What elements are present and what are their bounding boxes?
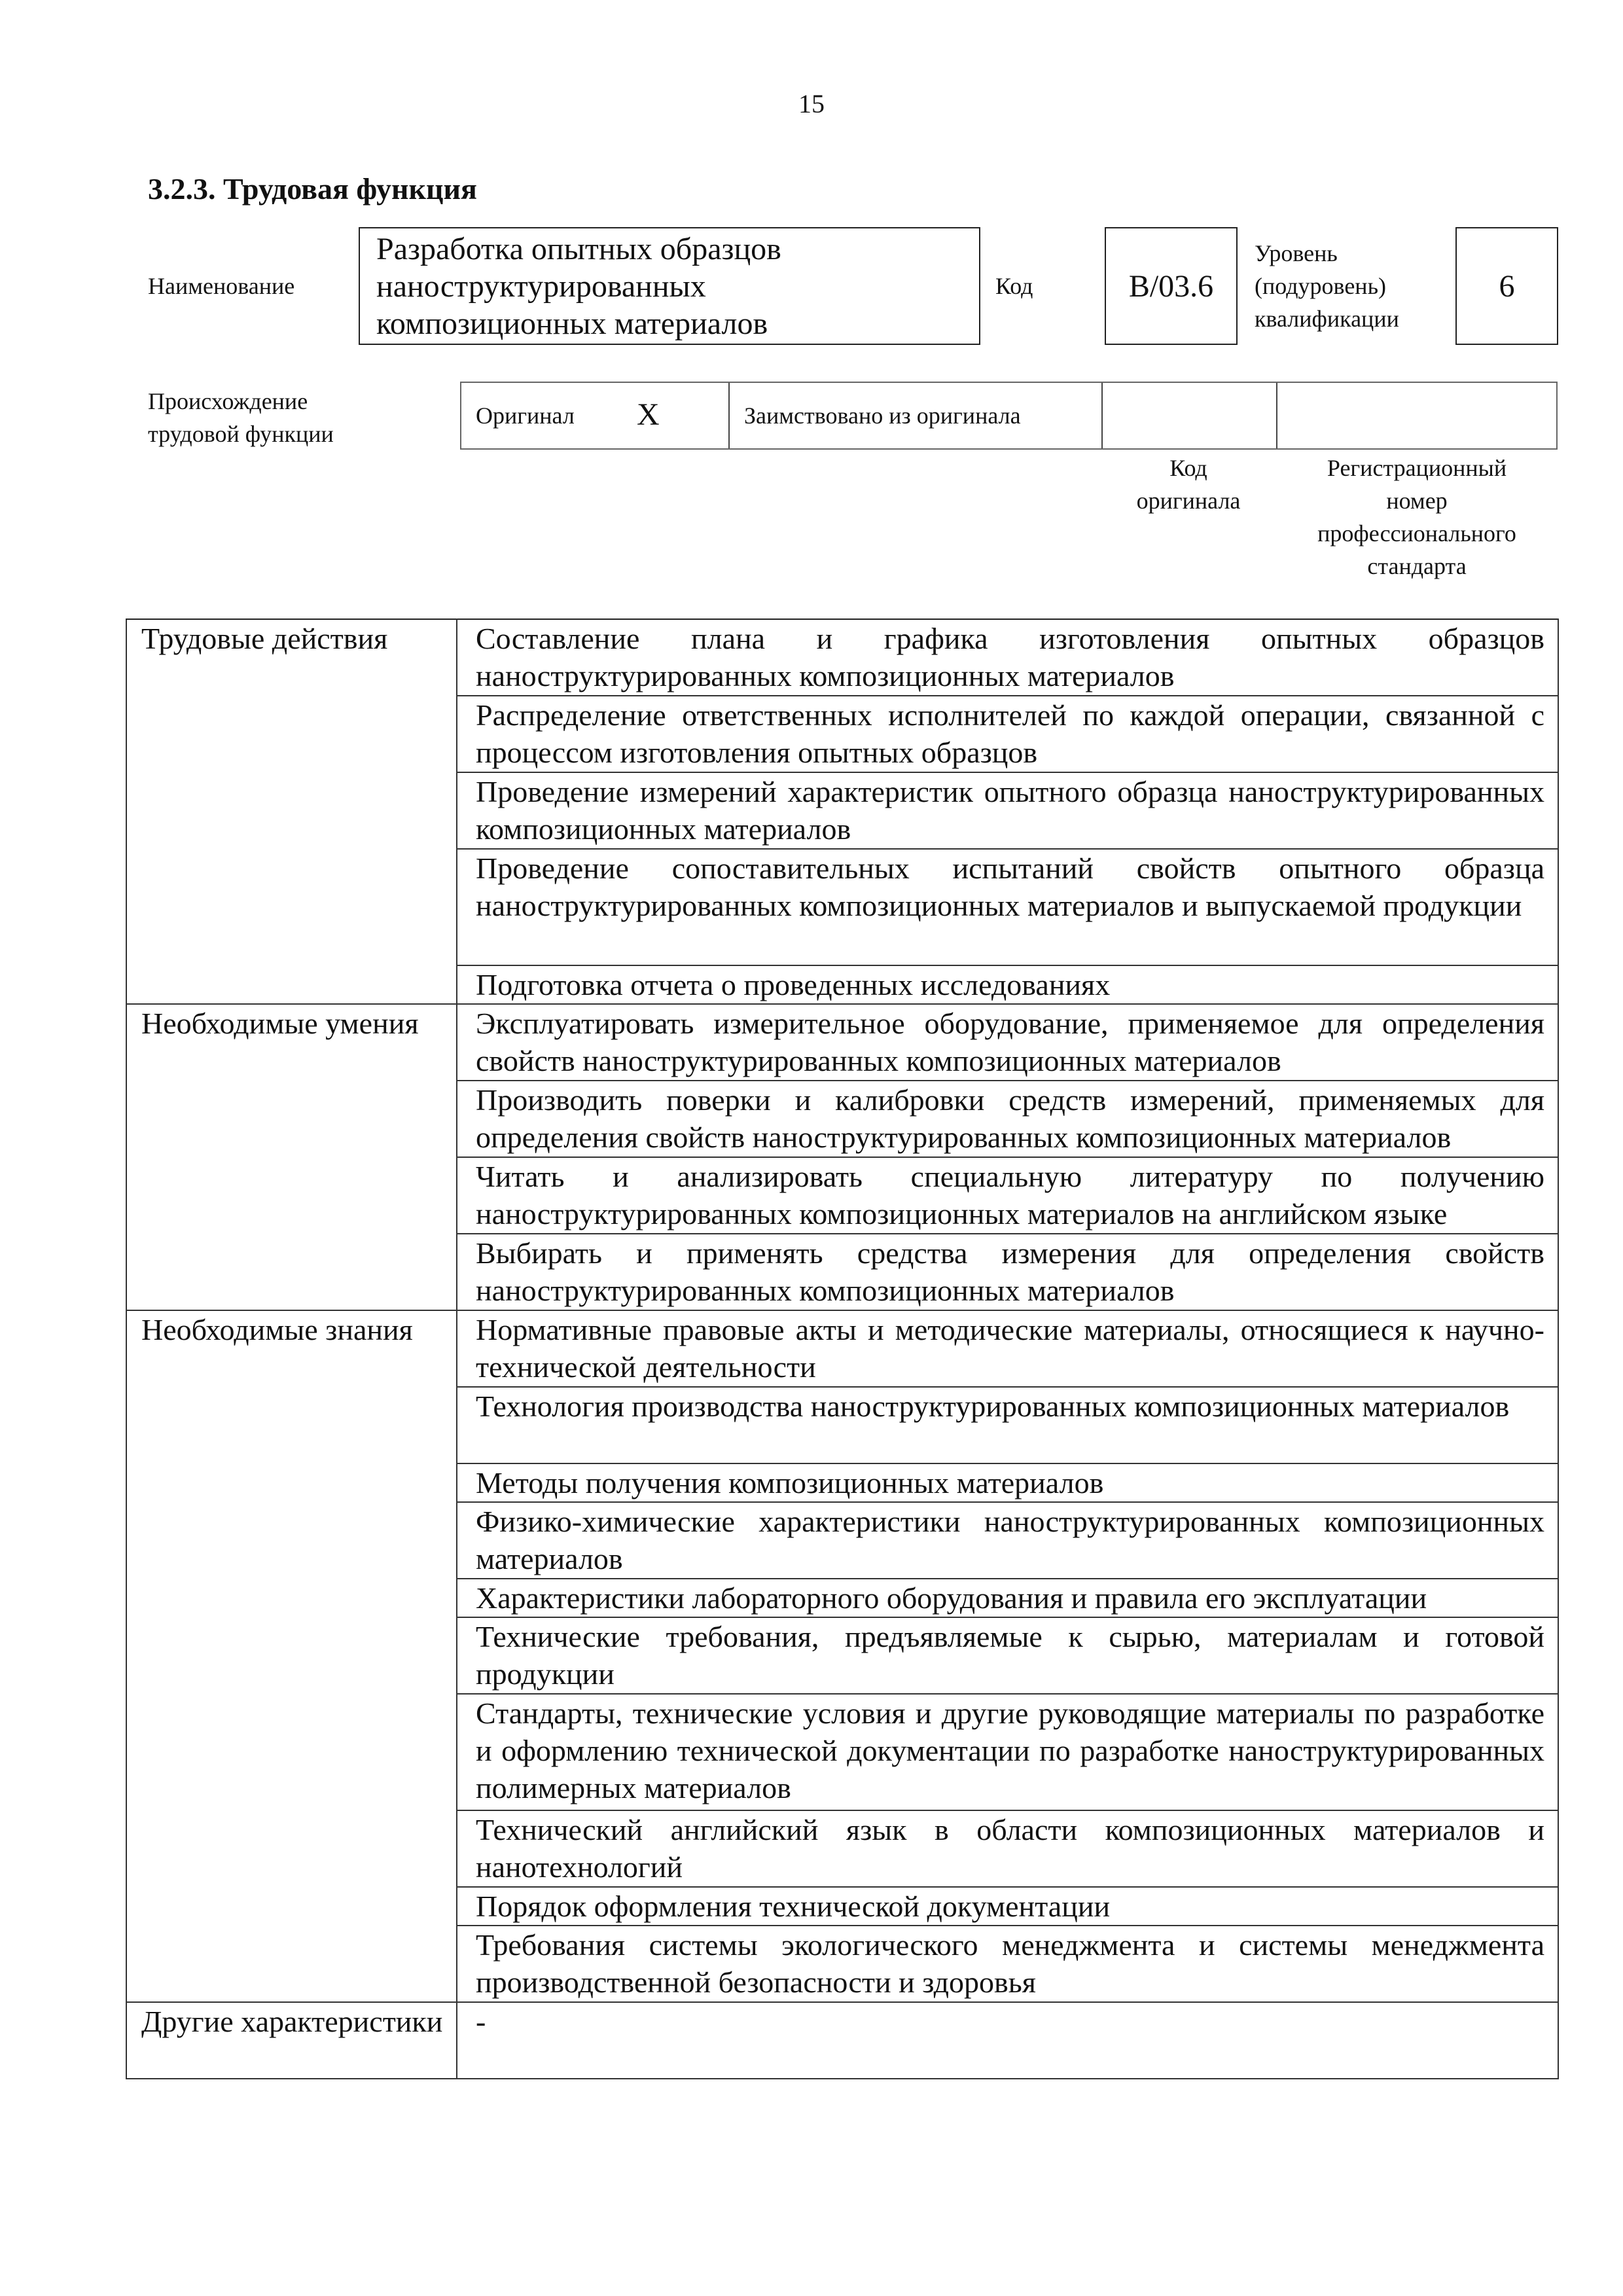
code-value-box [1105, 227, 1238, 345]
registration-number-cell [1277, 383, 1556, 448]
name-value-line: Разработка опытных образцов [376, 232, 781, 266]
level-label-line: квалификации [1255, 306, 1399, 332]
table-cell: Стандарты, технические условия и другие руководящие материалы по разработке и оформлению технической документации по разработке наноструктурированных полимерных материалов [457, 1694, 1558, 1810]
registration-caption-line: Регистрационный [1327, 455, 1507, 481]
table-cell: Проведение сопоставительных испытаний свойств опытного образца наноструктурированных композиционных материалов и выпускаемой продукции [457, 849, 1558, 965]
origin-table [460, 382, 1558, 450]
original-mark: X [637, 397, 660, 432]
table-row [126, 2002, 1558, 2079]
table-row [126, 1004, 1558, 1081]
table-cell: Проведение измерений характеристик опытного образца наноструктурированных композиционных материалов [457, 772, 1558, 849]
table-cell: Выбирать и применять средства измерения для определения свойств наноструктурированных композиционных материалов [457, 1234, 1558, 1310]
level-label-line: (подуровень) [1255, 273, 1386, 299]
level-value-box [1455, 227, 1558, 345]
origin-divider [728, 383, 730, 448]
table-cell: Нормативные правовые акты и методические материалы, относящиеся к научно-технической деятельности [457, 1310, 1558, 1387]
code-value: B/03.6 [1128, 268, 1214, 304]
table-cell: Требования системы экологического менеджмента и системы менеджмента производственной безопасности и здоровья [457, 1926, 1558, 2002]
table-cell: Технические требования, предъявляемые к сырью, материалам и готовой продукции [457, 1617, 1558, 1694]
table-cell: - [457, 2002, 1558, 2079]
table-cell: Методы получения композиционных материалов [457, 1463, 1558, 1502]
table-row [126, 1310, 1558, 1387]
section-title: 3.2.3. Трудовая функция [148, 172, 477, 206]
table-cell: Производить поверки и калибровки средств измерений, применяемых для определения свойств наноструктурированных композиционных материалов [457, 1081, 1558, 1157]
table-cell: Порядок оформления технической документации [457, 1887, 1558, 1926]
table-cell: Характеристики лабораторного оборудования и правила его эксплуатации [457, 1579, 1558, 1617]
name-value-line: композиционных материалов [376, 306, 768, 341]
code-caption [1101, 452, 1275, 517]
name-label: Наименование [148, 273, 295, 299]
code-caption-line: Код [1169, 455, 1207, 481]
original-code-cell [1103, 383, 1275, 448]
origin-label-line: Происхождение [148, 388, 308, 414]
labor-function-table [126, 619, 1559, 2079]
table-cell: Читать и анализировать специальную литературу по получению наноструктурированных композиционных материалов на английском языке [457, 1157, 1558, 1234]
table-cell: Распределение ответственных исполнителей по каждой операции, связанной с процессом изготовления опытных образцов [457, 696, 1558, 772]
registration-caption-line: стандарта [1367, 553, 1467, 579]
original-label: Оригинал [476, 403, 575, 429]
table-cell: Технический английский язык в области композиционных материалов и нанотехнологий [457, 1810, 1558, 1887]
registration-caption-line: профессионального [1317, 520, 1516, 547]
table-cell: Подготовка отчета о проведенных исследованиях [457, 965, 1558, 1004]
code-caption-line: оригинала [1136, 488, 1241, 514]
level-value: 6 [1499, 268, 1515, 304]
registration-caption [1276, 452, 1558, 583]
section-label: Необходимые умения [126, 1004, 457, 1310]
table-row [126, 619, 1558, 696]
borrowed-label: Заимствовано из оригинала [744, 403, 1021, 429]
table-cell: Технология производства наноструктурированных композиционных материалов [457, 1387, 1558, 1463]
name-value-line: наноструктурированных [376, 269, 706, 304]
name-value [376, 230, 781, 342]
table-cell: Эксплуатировать измерительное оборудование, применяемое для определения свойств наноструктурированных композиционных материалов [457, 1004, 1558, 1081]
level-label-line: Уровень [1255, 240, 1338, 266]
page-number: 15 [798, 89, 825, 118]
level-label [1255, 237, 1399, 335]
origin-label [148, 385, 334, 450]
table-cell: Составление плана и графика изготовления опытных образцов наноструктурированных композиционных материалов [457, 619, 1558, 696]
section-label: Трудовые действия [126, 619, 457, 1004]
name-value-box [359, 227, 980, 345]
origin-label-line: трудовой функции [148, 421, 334, 447]
registration-caption-line: номер [1386, 488, 1448, 514]
table-cell: Физико-химические характеристики наноструктурированных композиционных материалов [457, 1502, 1558, 1579]
section-label: Необходимые знания [126, 1310, 457, 2002]
code-label: Код [995, 273, 1033, 299]
section-label: Другие характеристики [126, 2002, 457, 2079]
